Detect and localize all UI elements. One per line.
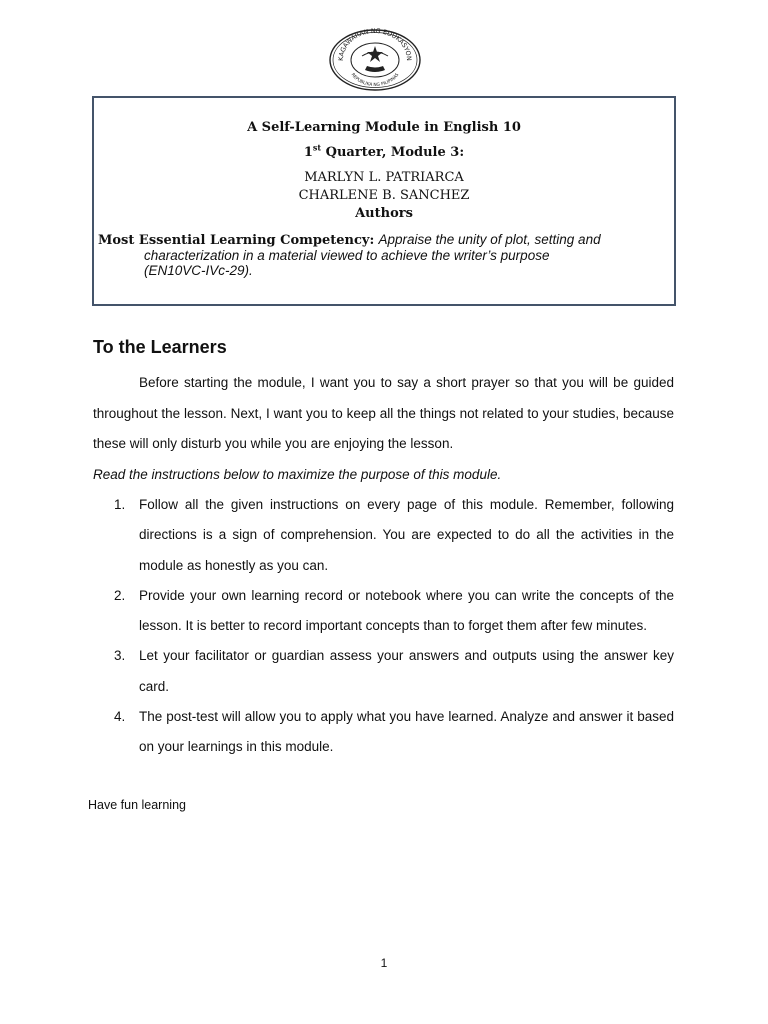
svg-text:REPUBLIKA NG PILIPINAS (350, 72, 401, 88)
list-item-text: The post-test will allow you to apply what you have learned. Analyze and answer it based on your learnings in this module. (139, 709, 674, 755)
closing-text: Have fun learning (88, 798, 186, 812)
list-item-number: 4. (114, 709, 126, 725)
list-item (110, 490, 674, 581)
list-item (110, 641, 674, 702)
page-number: 1 (380, 956, 388, 970)
author-name: CHARLENE B. SANCHEZ (298, 188, 470, 203)
instruction-list (110, 490, 674, 763)
quarter-number: 1 (303, 145, 313, 160)
quarter-rest: Quarter, Module 3: (321, 145, 465, 160)
list-item-number: 3. (114, 648, 126, 664)
list-item-text: Let your facilitator or guardian assess your answers and outputs using the answer key card. (139, 648, 674, 694)
instruction-text: Read the instructions below to maximize the purpose of this module. (93, 467, 502, 482)
section-title: To the Learners (93, 337, 227, 357)
deped-seal-icon (328, 28, 422, 92)
seal-top-text: KAGAWARAN NG EDUKASYON (336, 28, 414, 62)
competency-code: (EN10VC-IVc-29). (144, 263, 253, 278)
seal-bottom-text: REPUBLIKA NG PILIPINAS (349, 72, 401, 89)
authors-label: Authors (355, 206, 413, 221)
list-item-number: 1. (114, 497, 126, 512)
module-title: A Self-Learning Module in English 10 (247, 120, 521, 135)
learning-competency (98, 232, 666, 278)
list-item-number: 2. (114, 587, 126, 603)
module-header-box (92, 96, 676, 306)
competency-text: Appraise the unity of plot, setting and (378, 232, 601, 247)
module-quarter (94, 142, 674, 161)
list-item-text: Provide your own learning record or notebook where you can write the concepts of the lesson. It is better to record important concepts than to forget them after few minutes. (139, 587, 674, 634)
author-name: MARLYN L. PATRIARCA (304, 170, 464, 185)
deped-seal (328, 28, 422, 92)
intro-paragraph: Before starting the module, I want you to say a short prayer so that you will be guided throughout the lesson. Next, I want you to keep all the things not related to your studies, because these will only disturb you while you are enjoying the lesson. (93, 375, 674, 451)
competency-text: characterization in a material viewed to achieve the writer’s purpose (144, 248, 550, 263)
list-item-text: Follow all the given instructions on every page of this module. Remember, following directions is a sign of comprehension. You are expected to do all the activities in the module as honestly as you can. (139, 497, 674, 573)
quarter-suffix: st (312, 142, 322, 153)
competency-label: Most Essential Learning Competency: (98, 233, 375, 248)
list-item (110, 702, 674, 763)
list-item (110, 581, 674, 642)
